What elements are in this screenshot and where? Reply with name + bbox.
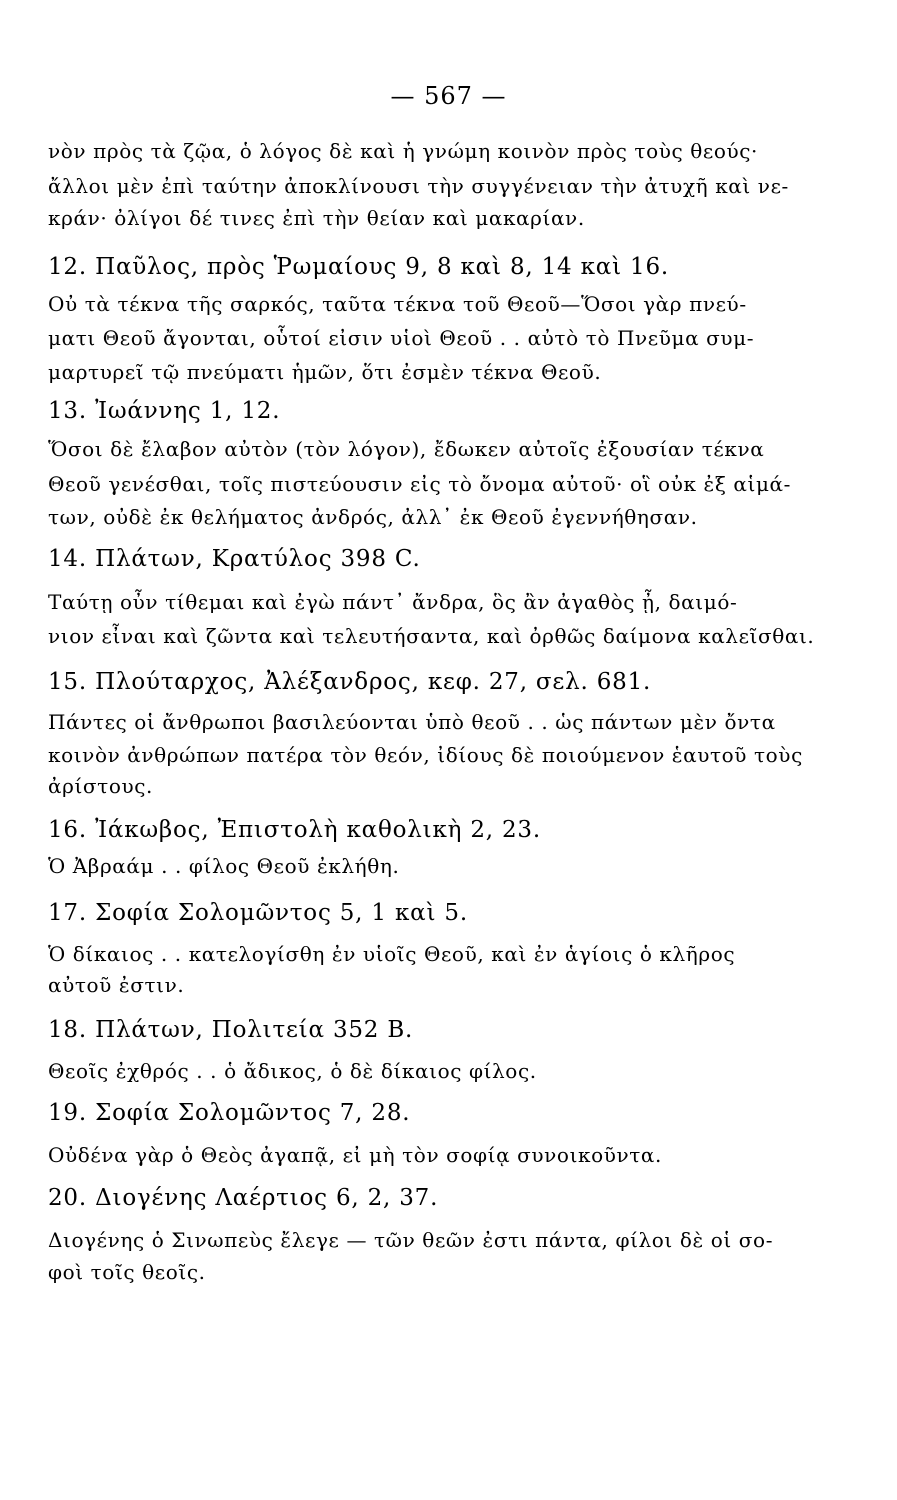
citation-heading-18: 18. Πλάτων, Πολιτεία 352 B. [48, 1017, 414, 1043]
body-line: Οὐ τὰ τέκνα τῆς σαρκός, ταῦτα τέκνα τοῦ Θεοῦ—Ὅσοι γὰρ πνεύ- [48, 292, 747, 316]
body-line: ἄλλοι μὲν ἐπὶ ταύτην ἀποκλίνουσι τὴν συγγένειαν τὴν ἀτυχῆ καὶ νε- [48, 174, 789, 198]
citation-heading-20: 20. Διογένης Λαέρτιος 6, 2, 37. [48, 1185, 439, 1211]
body-line: Διογένης ὁ Σινωπεὺς ἔλεγε — τῶν θεῶν ἐστι πάντα, φίλοι δὲ οἱ σο- [48, 1228, 774, 1252]
body-line: Θεοῖς ἐχθρός . . ὁ ἄδικος, ὁ δὲ δίκαιος φίλος. [48, 1059, 537, 1083]
body-line: ματι Θεοῦ ἄγονται, οὗτοί εἰσιν υἱοὶ Θεοῦ . . αὐτὸ τὸ Πνεῦμα συμ- [48, 326, 755, 350]
body-line: μαρτυρεῖ τῷ πνεύματι ἡμῶν, ὅτι ἐσμὲν τέκνα Θεοῦ. [48, 360, 602, 384]
body-line: κοινὸν ἀνθρώπων πατέρα τὸν θεόν, ἰδίους δὲ ποιούμενον ἑαυτοῦ τοὺς [48, 743, 803, 767]
body-line: Ταύτῃ οὖν τίθεμαι καὶ ἐγὼ πάντ᾽ ἄνδρα, ὃς ἂν ἀγαθὸς ᾖ, δαιμό- [48, 590, 738, 614]
body-line: νὸν πρὸς τὰ ζῷα, ὁ λόγος δὲ καὶ ἡ γνώμη κοινὸν πρὸς τοὺς θεούς· [48, 139, 758, 163]
citation-heading-12: 12. Παῦλος, πρὸς Ῥωμαίους 9, 8 καὶ 8, 14 καὶ 16. [48, 254, 669, 280]
citation-heading-13: 13. Ἰωάννης 1, 12. [48, 398, 281, 424]
body-line: Θεοῦ γενέσθαι, τοῖς πιστεύουσιν εἰς τὸ ὄνομα αὐτοῦ· οἳ οὐκ ἐξ αἱμά- [48, 472, 792, 496]
body-line: κράν· ὀλίγοι δέ τινες ἐπὶ τὴν θείαν καὶ μακαρίαν. [48, 206, 585, 230]
body-line: Ὅσοι δὲ ἔλαβον αὐτὸν (τὸν λόγον), ἔδωκεν αὐτοῖς ἐξουσίαν τέκνα [48, 437, 765, 461]
citation-heading-17: 17. Σοφία Σολομῶντος 5, 1 καὶ 5. [48, 900, 468, 926]
body-line: νιον εἶναι καὶ ζῶντα καὶ τελευτήσαντα, καὶ ὀρθῶς δαίμονα καλεῖσθαι. [48, 624, 815, 648]
citation-heading-15: 15. Πλούταρχος, Ἀλέξανδρος, κεφ. 27, σελ. 681. [48, 669, 652, 695]
body-line: Πάντες οἱ ἄνθρωποι βασιλεύονται ὑπὸ θεοῦ . . ὡς πάντων μὲν ὄντα [48, 710, 776, 734]
body-line: Ὁ Ἀβραάμ . . φίλος Θεοῦ ἐκλήθη. [48, 854, 400, 878]
body-line: Ὁ δίκαιος . . κατελογίσθη ἐν υἱοῖς Θεοῦ, καὶ ἐν ἁγίοις ὁ κλῆρος [48, 942, 736, 966]
body-line: αὐτοῦ ἐστιν. [48, 973, 185, 997]
page-number: — 567 — [390, 82, 507, 110]
body-line: ἀρίστους. [48, 774, 153, 798]
citation-heading-16: 16. Ἰάκωβος, Ἐπιστολὴ καθολικὴ 2, 23. [48, 817, 541, 843]
body-line: Οὐδένα γὰρ ὁ Θεὸς ἀγαπᾷ, εἰ μὴ τὸν σοφίᾳ συνοικοῦντα. [48, 1143, 662, 1167]
citation-heading-19: 19. Σοφία Σολομῶντος 7, 28. [48, 1100, 411, 1126]
body-line: των, οὐδὲ ἐκ θελήματος ἀνδρός, ἀλλ᾽ ἐκ Θεοῦ ἐγεννήθησαν. [48, 505, 698, 529]
citation-heading-14: 14. Πλάτων, Κρατύλος 398 C. [48, 546, 421, 572]
body-line: φοὶ τοῖς θεοῖς. [48, 1260, 206, 1284]
